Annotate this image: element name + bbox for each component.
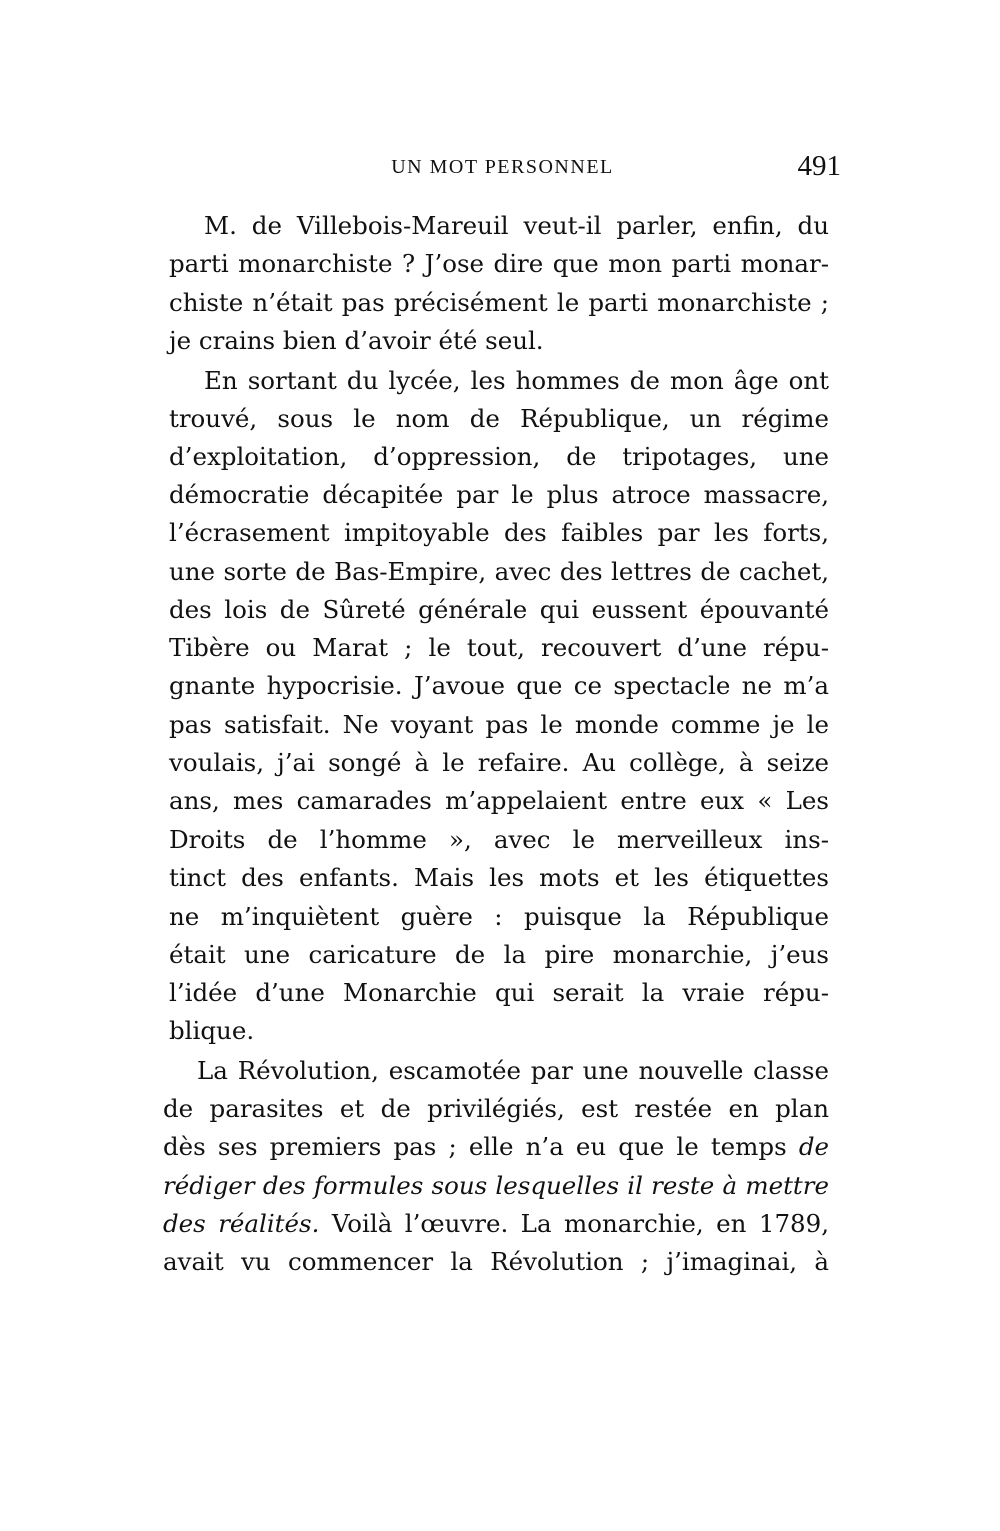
text-line: Droits de l’homme », avec le merveilleux ins- [169, 825, 829, 854]
text-line [163, 1204, 829, 1244]
text-line: Tibère ou Marat ; le tout, recouvert d’une répu- [169, 633, 829, 662]
text-line: je crains bien d’avoir été seul. [169, 326, 544, 355]
text-line: pas satisfait. Ne voyant pas le monde comme je le [169, 710, 829, 739]
text-line: était une caricature de la pire monarchie, j’eus [169, 940, 829, 969]
running-title: UN MOT PERSONNEL [391, 156, 614, 178]
text-line: En sortant du lycée, les hommes de mon âge ont [204, 366, 829, 395]
page-number: 491 [797, 150, 841, 182]
text-line: blique. [169, 1016, 255, 1045]
text-line: ans, mes camarades m’appelaient entre eux « Les [169, 786, 829, 815]
text-line: gnante hypocrisie. J’avoue que ce spectacle ne m’a [169, 671, 829, 700]
text-line: démocratie décapitée par le plus atroce massacre, [169, 480, 829, 509]
italic-run: des réalités. [163, 1209, 320, 1238]
text-line: d’exploitation, d’oppression, de tripotages, une [169, 442, 829, 471]
text-line: avait vu commencer la Révolution ; j’imaginai, à [163, 1247, 829, 1276]
text-line: chiste n’était pas précisément le parti monarchiste ; [169, 288, 829, 317]
running-head [160, 150, 845, 190]
text-line: des lois de Sûreté générale qui eussent épouvanté [169, 595, 829, 624]
text-line: ne m’inquiètent guère : puisque la République [169, 902, 829, 931]
text-line: M. de Villebois-Mareuil veut-il parler, enfin, du [204, 211, 829, 240]
italic-run: de [798, 1132, 829, 1161]
text-run: dès ses premiers pas ; elle n’a eu que le temps [163, 1132, 787, 1161]
text-line: une sorte de Bas-Empire, avec des lettres de cachet, [169, 557, 829, 586]
text-line: l’idée d’une Monarchie qui serait la vraie répu- [169, 978, 829, 1007]
text-line [163, 1127, 829, 1167]
text-line: de parasites et de privilégiés, est restée en plan [163, 1094, 829, 1123]
italic-text-line: rédiger des formules sous lesquelles il reste à mettre [163, 1171, 829, 1200]
text-line: parti monarchiste ? J’ose dire que mon parti monar- [169, 249, 829, 278]
text-line: trouvé, sous le nom de République, un régime [169, 404, 829, 433]
text-run: Voilà l’œuvre. La monarchie, en 1789, [331, 1209, 830, 1238]
text-line: tinct des enfants. Mais les mots et les étiquettes [169, 863, 829, 892]
text-line: La Révolution, escamotée par une nouvelle classe [197, 1056, 829, 1085]
text-line: l’écrasement impitoyable des faibles par les forts, [169, 518, 829, 547]
text-line: voulais, j’ai songé à le refaire. Au collège, à seize [169, 748, 829, 777]
